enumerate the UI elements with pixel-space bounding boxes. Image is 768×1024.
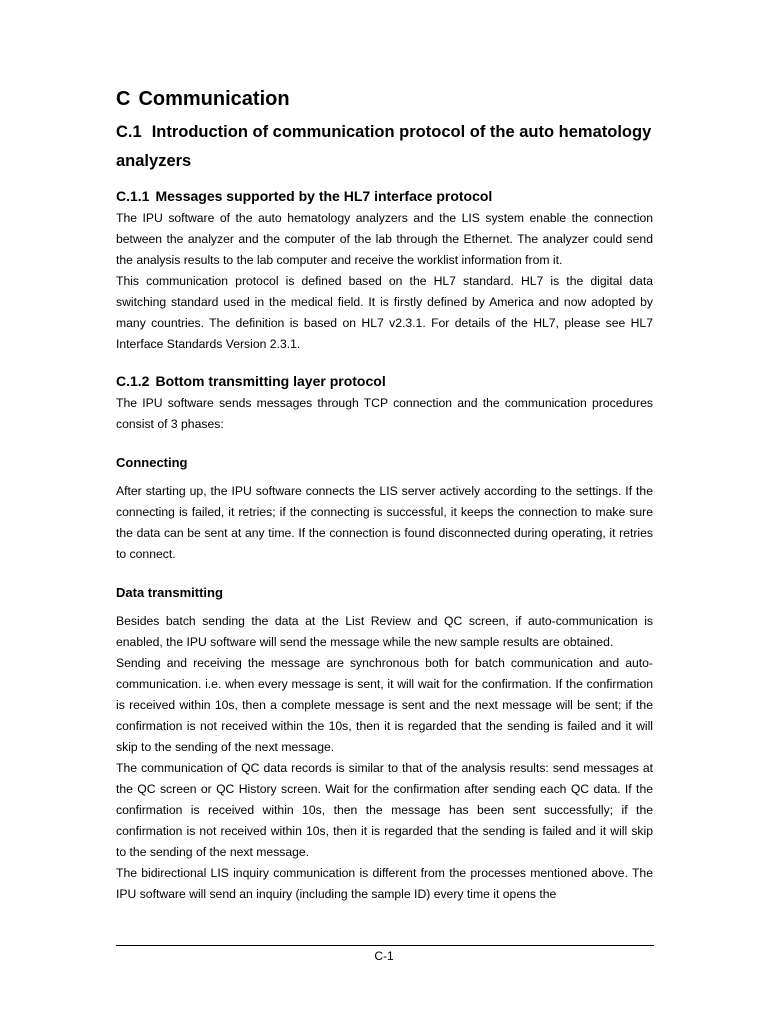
subsection-heading <box>116 186 653 206</box>
chapter-title: Communication <box>138 88 290 110</box>
subsection-heading <box>116 371 653 391</box>
subsection-number: C.1.2 <box>116 373 150 389</box>
section-heading <box>116 118 653 176</box>
paragraph: Sending and receiving the message are synchronous both for batch communication and auto-communication. i.e. when every message is sent, it will wait for the confirmation. If the confirmation is received within 10s, then a complete message is sent and the next message will be sent; if the confirmation is not received within the 10s, then it is regarded that the sending is failed and it will skip to the sending of the next message. <box>116 656 653 754</box>
paragraph: The IPU software sends messages through TCP connection and the communication procedures consist of 3 phases: <box>116 396 653 431</box>
chapter-heading <box>116 84 653 114</box>
subsection-title: Messages supported by the HL7 interface protocol <box>155 188 493 204</box>
subsection-title: Bottom transmitting layer protocol <box>155 373 386 389</box>
phase-heading: Data transmitting <box>116 585 223 600</box>
chapter-number: C <box>116 88 131 110</box>
page-number: C-1 <box>374 949 394 963</box>
section-title: Introduction of communication protocol of the auto hematology analyzers <box>116 123 652 170</box>
paragraph: The IPU software of the auto hematology analyzers and the LIS system enable the connection between the analyzer and the computer of the lab through the Ethernet. The analyzer could send the analysis results to the lab computer and receive the worklist information from it. <box>116 211 653 267</box>
subsection-number: C.1.1 <box>116 188 150 204</box>
paragraph: The bidirectional LIS inquiry communication is different from the processes mentioned above. The IPU software will send an inquiry (including the sample ID) every time it opens the <box>116 866 653 901</box>
paragraph: This communication protocol is defined based on the HL7 standard. HL7 is the digital data switching standard used in the medical field. It is firstly defined by America and now adopted by many countries. The definition is based on HL7 v2.3.1. For details of the HL7, please see HL7 Interface Standards Version 2.3.1. <box>116 274 653 351</box>
page-content <box>116 84 653 905</box>
footer-divider <box>116 945 654 946</box>
paragraph: After starting up, the IPU software connects the LIS server actively according to the settings. If the connecting is failed, it retries; if the connecting is successful, it keeps the connection to make sure the data can be sent at any time. If the connection is found disconnected during operating, it retries to connect. <box>116 484 653 561</box>
paragraph: The communication of QC data records is similar to that of the analysis results: send messages at the QC screen or QC History screen. Wait for the confirmation after sending each QC data. If the confirmation is received within 10s, then the message has been sent successfully; if the confirmation is not received within 10s, then it is regarded that the sending is failed and it will skip to the sending of the next message. <box>116 761 653 859</box>
section-number: C.1 <box>116 123 142 141</box>
paragraph: Besides batch sending the data at the List Review and QC screen, if auto-communication is enabled, the IPU software will send the message while the new sample results are obtained. <box>116 614 653 649</box>
phase-heading: Connecting <box>116 455 188 470</box>
